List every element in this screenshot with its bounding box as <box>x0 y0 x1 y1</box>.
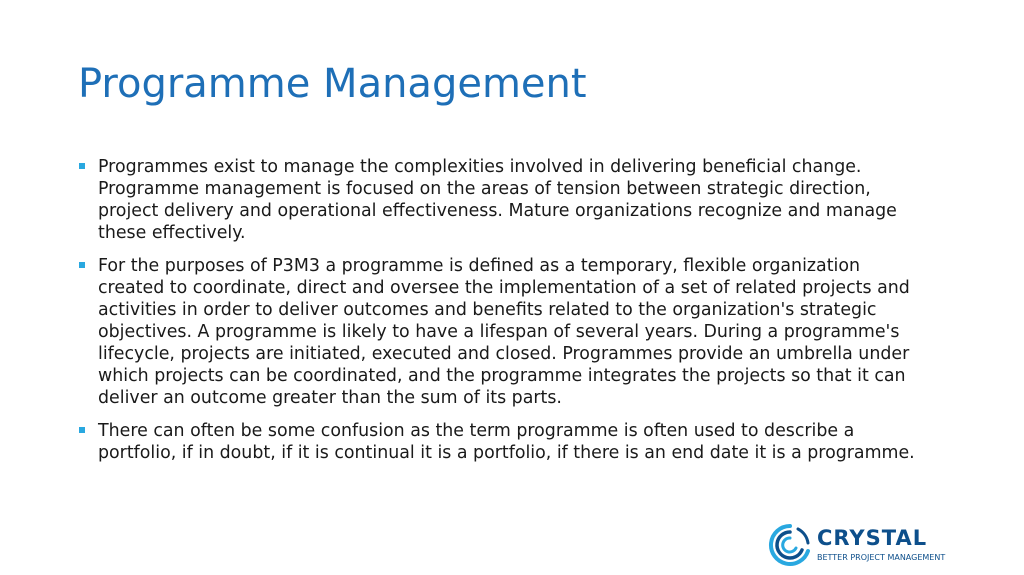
bullet-text: For the purposes of P3M3 a programme is defined as a temporary, flexible organization created to coordinate, direct and oversee the implementation of a set of related projects and activities in order to deliver outcomes and benefits related to the organization's strategic objectives. A programme is likely to have a lifespan of several years. During a programme's lifecycle, projects are initiated, executed and closed. Programmes provide an umbrella under which projects can be coordinated, and the programme integrates the projects so that it can deliver an outcome greater than the sum of its parts. <box>98 256 910 408</box>
bullet-text: Programmes exist to manage the complexities involved in delivering beneficial change. Programme management is focused on the areas of tension between strategic direction, project delivery and operational effectiveness. Mature organizations recognize and manage these effectively. <box>98 157 897 243</box>
square-bullet-icon <box>79 262 85 268</box>
bullet-item <box>76 156 916 244</box>
logo-tagline: BETTER PROJECT MANAGEMENT <box>817 553 946 562</box>
square-bullet-icon <box>79 427 85 433</box>
bullet-item <box>76 420 916 464</box>
bullet-text: There can often be some confusion as the term programme is often used to describe a portfolio, if in doubt, if it is continual it is a portfolio, if there is an end date it is a programme. <box>98 421 915 463</box>
slide-title: Programme Management <box>78 61 587 107</box>
crystal-swirl-icon <box>768 523 812 567</box>
logo-name: CRYSTAL <box>817 526 928 550</box>
square-bullet-icon <box>79 163 85 169</box>
bullet-item <box>76 255 916 409</box>
crystal-logo <box>768 523 958 569</box>
bullet-list <box>76 156 916 475</box>
